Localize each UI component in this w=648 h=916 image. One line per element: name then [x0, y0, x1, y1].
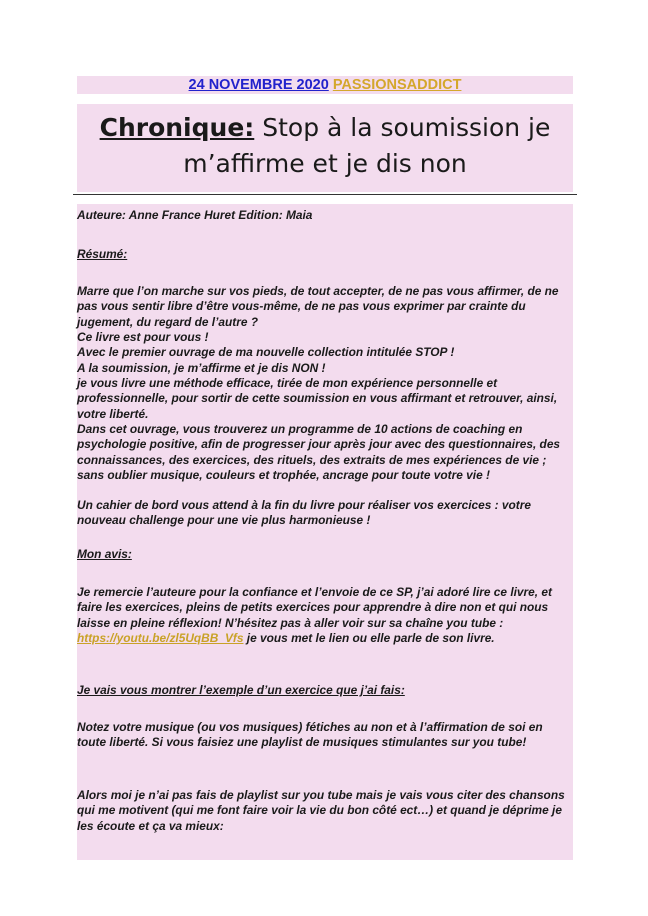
avis-text-after: je vous met le lien ou elle parle de son livre. — [246, 630, 495, 645]
resume-paragraph-7: Un cahier de bord vous attend à la fin du livre pour réaliser vos exercices : votre nouveau challenge pour une vie plus harmonieuse ! — [77, 498, 531, 528]
avis-text-before: Je remercie l’auteure pour la confiance et l’envoie de ce SP, j’ai adoré lire ce livre, et faire les exercices, pleins de petits exercices pour apprendre à dire non et qui nous laisse en pleine réflexion! N’hésitez pas à aller voir sur sa chaîne you tube : — [77, 585, 552, 630]
example-heading: Je vais vous montrer l’exemple d’un exercice que j’ai fais: — [77, 683, 405, 697]
resume-paragraph-6: Dans cet ouvrage, vous trouverez un programme de 10 actions de coaching en psychologie positive, afin de progresser jour après jour avec des questionnaires, des connaissances, des exercices, des rituels, des extraits de mes expériences de vie ; sans oublier musique, couleurs et trophée, ancrage pour toute votre vie ! — [77, 422, 561, 482]
exercise-paragraph: Notez votre musique (ou vos musiques) fétiches au non et à l’affirmation de soi en toute liberté. Si vous faisiez une playlist de musiques stimulantes sur you tube! — [77, 720, 543, 750]
article-body — [77, 204, 573, 860]
avis-heading: Mon avis: — [77, 547, 132, 561]
youtube-link[interactable]: https://youtu.be/zl5UqBB_Vfs — [77, 630, 244, 645]
dateline — [77, 76, 573, 94]
resume-paragraph-1: Marre que l’on marche sur vos pieds, de tout accepter, de ne pas vous affirmer, de ne pas vous sentir libre d’être vous-même, de ne pas vous exprimer par crainte du jugement, du regard de l’autre ? — [77, 284, 559, 329]
author-link[interactable]: PASSIONSADDICT — [332, 77, 462, 93]
post-date-link[interactable]: 24 NOVEMBRE 2020 — [188, 77, 329, 93]
resume-paragraph-5: je vous livre une méthode efficace, tirée de mon expérience personnelle et professionnelle, pour sortir de cette soumission en vous affirmant et retrouver, ainsi, votre liberté. — [77, 376, 558, 421]
resume-heading: Résumé: — [77, 247, 128, 261]
title-box — [77, 104, 573, 192]
author-line: Auteure: Anne France Huret Edition: Maia — [77, 208, 313, 222]
resume-paragraph-3: Avec le premier ouvrage de ma nouvelle collection intitulée STOP ! — [77, 345, 455, 359]
title-divider — [73, 194, 577, 195]
page-title — [77, 104, 573, 182]
avis-paragraph — [77, 585, 571, 646]
resume-paragraph-4: A la soumission, je m’affirme et je dis NON ! — [77, 361, 326, 375]
resume-paragraph-2: Ce livre est pour vous ! — [77, 330, 209, 344]
title-label: Chronique: — [99, 113, 255, 142]
final-paragraph: Alors moi je n’ai pas fais de playlist sur you tube mais je vais vous citer des chansons qui me motivent (qui me font faire voir la vie du bon côté ect…) et quand je déprime je les écoute et ça va mieux: — [77, 788, 565, 833]
title-text: Stop à la soumission je m’affirme et je dis non — [183, 113, 551, 178]
